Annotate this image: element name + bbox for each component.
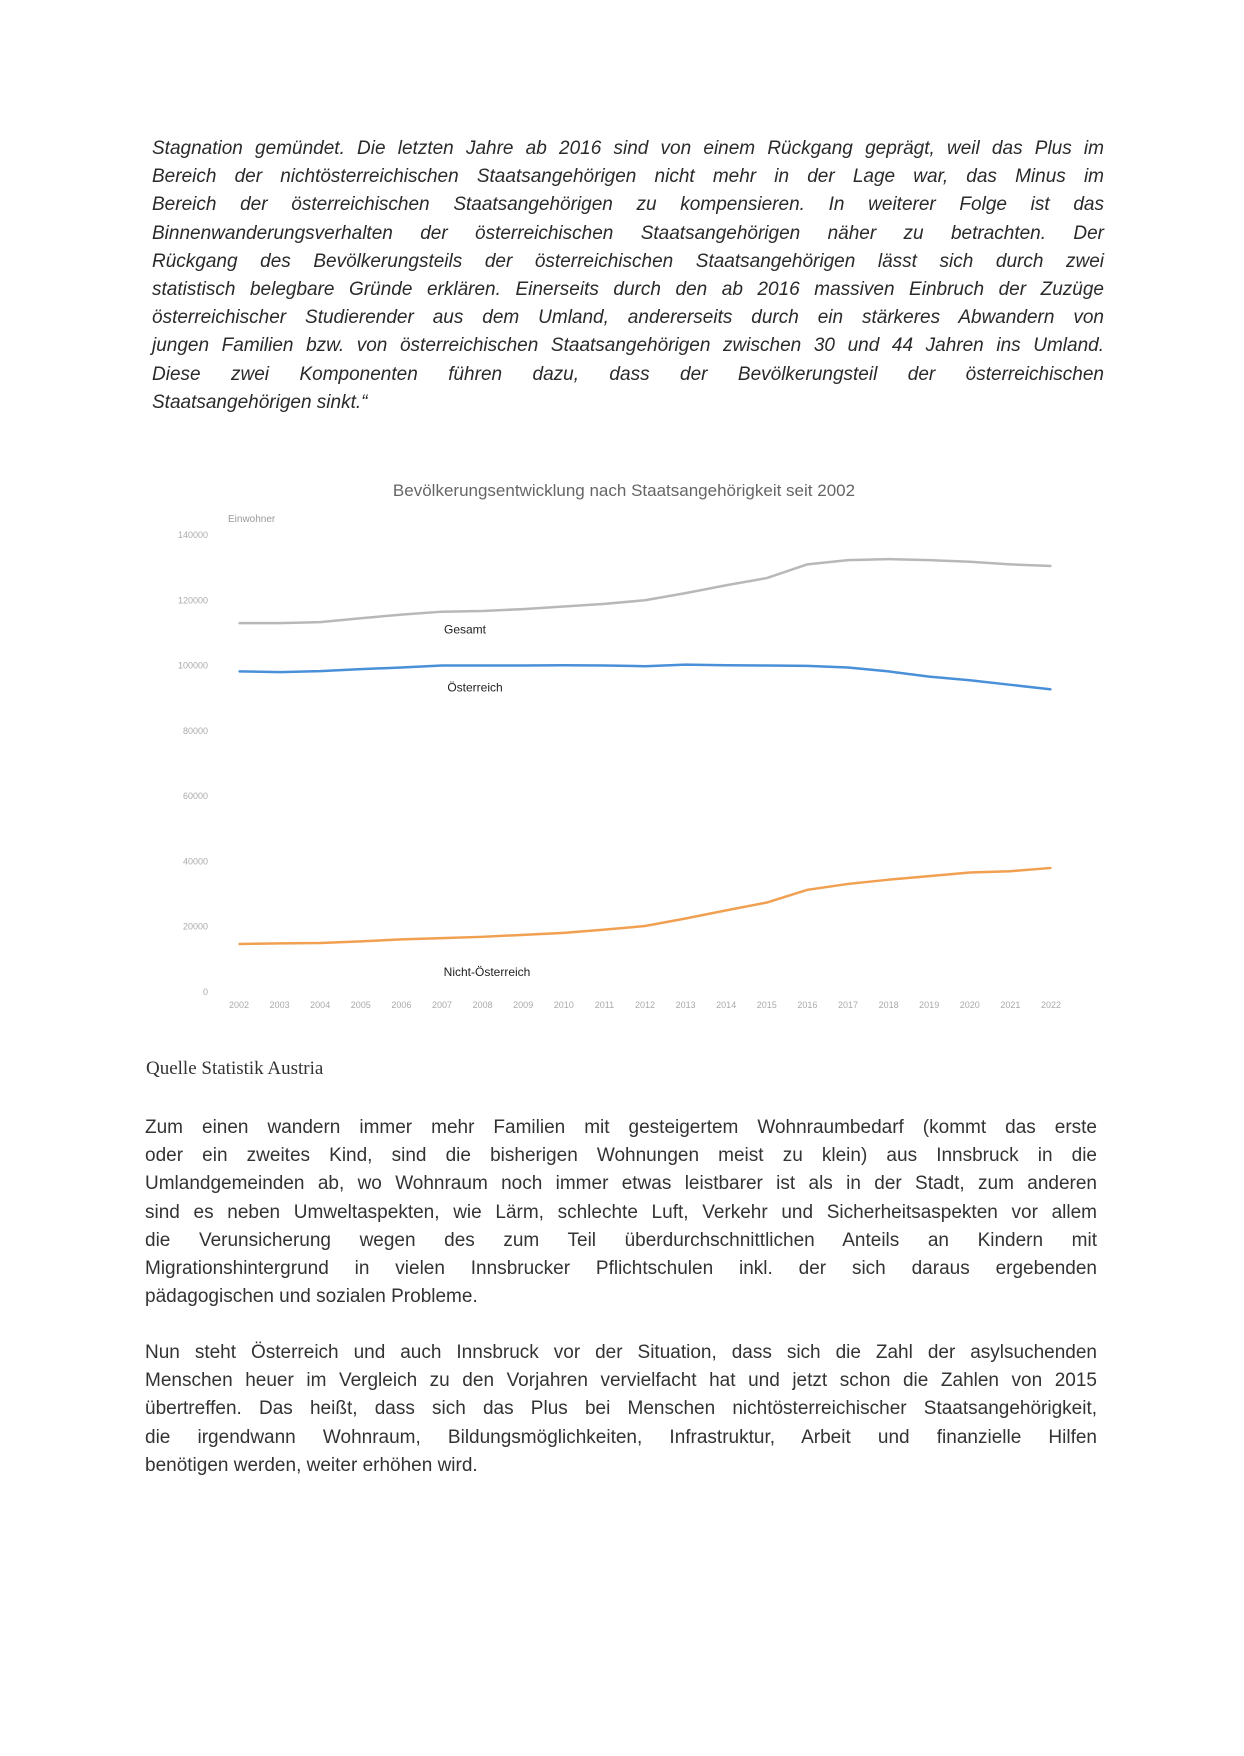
population-chart [0,460,1244,1020]
data-point [482,936,484,938]
data-point [319,942,321,944]
data-point [563,932,565,934]
text-line: statistisch belegbare Gründe erklären. Einerseits durch den ab 2016 massiven Einbruch der Zuzüge [152,278,1104,300]
text-line: Diese zwei Komponenten führen dazu, dass der Bevölkerungsteil der österreichischen [152,363,1104,385]
data-point [522,934,524,936]
x-tick-label: 2008 [472,1000,493,1010]
data-point [928,559,930,561]
x-tick-label: 2015 [756,1000,777,1010]
text-line: Zum einen wandern immer mehr Familien mit gesteigertem Wohnraumbedarf (kommt das erste [145,1117,1097,1138]
x-tick-label: 2007 [431,1000,453,1010]
series-label: Österreich [447,680,503,695]
series-label: Gesamt [443,622,487,637]
data-point [238,671,240,673]
body-paragraph-2 [145,1339,1097,1480]
data-point [401,939,403,941]
body-paragraph-1 [145,1114,1097,1311]
data-point [401,614,403,616]
text-line: sind es neben Umweltaspekten, wie Lärm, schlechte Luft, Verkehr und Sicherheitsaspekten vor allem [145,1201,1097,1223]
x-tick-label: 2003 [269,1000,290,1010]
data-point [1050,867,1052,869]
text-line: Rückgang des Bevölkerungsteils der österreichischen Staatsangehörigen lässt sich durch zwei [152,250,1104,272]
text-line: Bereich der österreichischen Staatsangehörigen zu kompensieren. In weiterer Folge ist das [152,194,1104,216]
data-point [238,943,240,945]
data-point [644,925,646,927]
quote-paragraph [152,135,1104,417]
text-line: Umlandgemeinden ab, wo Wohnraum noch immer etwas leistbarer ist als in der Stadt, zum anderen [145,1173,1097,1195]
text-line: Binnenwanderungsverhalten der österreichischen Staatsangehörigen näher zu betrachten. Der [152,222,1104,244]
data-point [360,668,362,670]
data-point [766,665,768,667]
y-tick-label: 60000 [182,791,208,802]
series-line-0 [239,559,1051,623]
data-point [360,617,362,619]
data-point [604,603,606,605]
y-tick-label: 140000 [177,530,208,540]
text-line: die irgendwann Wohnraum, Bildungsmöglichkeiten, Infrastruktur, Arbeit und finanzielle Hilfen [145,1426,1097,1448]
source-caption: Quelle Statistik Austria [146,1058,324,1079]
data-point [1050,689,1052,691]
text-line: jungen Familien bzw. von österreichischen Staatsangehörigen zwischen 30 und 44 Jahren ins Umland. [152,335,1104,357]
text-line: Stagnation gemündet. Die letzten Jahre ab 2016 sind von einem Rückgang geprägt, weil das Plus im [152,138,1104,159]
data-point [969,872,971,874]
data-point [807,665,809,667]
data-point [1050,565,1052,567]
x-tick-label: 2011 [594,1000,615,1010]
series-line-2 [239,868,1051,944]
text-line: die Verunsicherung wegen des zum Teil überdurchschnittlichen Anteils an Kindern mit [145,1229,1097,1251]
x-tick-label: 2002 [228,1000,250,1010]
data-point [401,667,403,669]
data-point [1010,684,1012,686]
data-point [319,670,321,672]
data-point [685,918,687,920]
x-tick-label: 2014 [716,1000,737,1010]
data-point [604,929,606,931]
data-point [1010,564,1012,566]
y-tick-label: 120000 [177,595,208,606]
text-line: benötigen werden, weiter erhöhen wird. [145,1454,478,1476]
data-point [725,910,727,912]
text-line: österreichischer Studierender aus dem Umland, andererseits durch ein stärkeres Abwandern von [152,307,1104,329]
data-point [238,622,240,624]
data-point [725,584,727,586]
x-tick-label: 2017 [837,1000,859,1010]
data-point [522,608,524,610]
data-point [563,606,565,608]
data-point [928,875,930,877]
text-line: pädagogischen und sozialen Probleme. [145,1286,478,1308]
data-point [766,902,768,904]
data-point [441,937,443,939]
data-point [441,611,443,613]
y-tick-label: 80000 [182,725,208,736]
data-point [685,592,687,594]
series-label: Nicht-Österreich [443,965,531,980]
y-tick-label: 100000 [177,660,208,671]
y-tick-label: 0 [202,987,208,997]
text-line: Nun steht Österreich und auch Innsbruck vor der Situation, dass sich die Zahl der asylsuchenden [145,1342,1097,1363]
data-point [969,561,971,563]
data-point [847,559,849,561]
text-line: Staatsangehörigen sinkt.“ [152,391,368,413]
x-tick-label: 2012 [634,1000,656,1010]
text-line: Menschen heuer im Vergleich zu den Vorjahren vervielfacht hat und jetzt schon die Zahlen von 2015 [145,1370,1097,1392]
y-axis-label: Einwohner [228,514,276,525]
data-point [279,943,281,945]
x-tick-label: 2013 [675,1000,696,1010]
x-tick-label: 2019 [919,1000,940,1010]
text-line: Migrationshintergrund in vielen Innsbrucker Pflichtschulen inkl. der sich daraus ergebenden [145,1257,1097,1279]
x-tick-label: 2018 [878,1000,899,1010]
text-line: Bereich der nichtösterreichischen Staatsangehörigen nicht mehr in der Lage war, das Minus im [152,166,1104,188]
data-point [279,622,281,624]
x-tick-label: 2004 [310,1000,331,1010]
data-point [522,665,524,667]
data-point [441,665,443,667]
x-tick-label: 2021 [1000,1000,1021,1010]
data-point [847,883,849,885]
y-tick-label: 40000 [182,856,208,867]
data-point [969,679,971,681]
chart-title: Bevölkerungsentwicklung nach Staatsangehörigkeit seit 2002 [392,481,856,500]
data-point [644,599,646,601]
data-point [279,671,281,673]
data-point [563,664,565,666]
x-tick-label: 2006 [391,1000,412,1010]
data-point [888,879,890,881]
data-point [725,664,727,666]
x-tick-label: 2020 [959,1000,980,1010]
data-point [1010,870,1012,872]
data-point [766,577,768,579]
data-point [888,558,890,560]
data-point [360,941,362,943]
x-tick-label: 2010 [553,1000,574,1010]
data-point [888,671,890,673]
x-tick-label: 2022 [1040,1000,1062,1010]
data-point [482,665,484,667]
y-tick-label: 20000 [182,921,208,932]
data-point [604,665,606,667]
data-point [482,610,484,612]
x-tick-label: 2009 [513,1000,534,1010]
data-point [644,665,646,667]
data-point [685,664,687,666]
text-line: übertreffen. Das heißt, dass sich das Plus bei Menschen nichtösterreichischer Staatsangehörigkeit, [145,1398,1097,1420]
x-tick-label: 2016 [797,1000,818,1010]
text-line: oder ein zweites Kind, sind die bisherigen Wohnungen meist zu klein) aus Innsbruck in die [145,1145,1097,1167]
data-point [928,676,930,678]
x-tick-label: 2005 [350,1000,371,1010]
data-point [807,564,809,566]
data-point [807,889,809,891]
data-point [847,667,849,669]
data-point [319,621,321,623]
